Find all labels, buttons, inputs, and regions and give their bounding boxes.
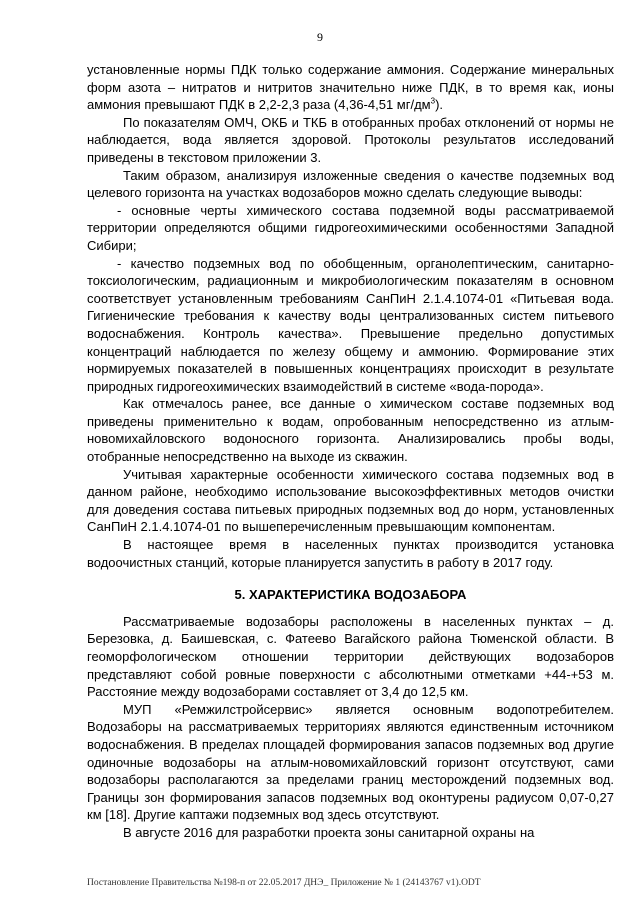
paragraph: В настоящее время в населенных пунктах производится установка водоочистных станций, которые планируется запустить в работу в 2017 году. [87,537,614,570]
document-body [87,61,614,842]
paragraph: По показателям ОМЧ, ОКБ и ТКБ в отобранных пробах отклонений от нормы не наблюдается, вода является здоровой. Протоколы результатов исследований приведены в текстовом приложении 3. [87,114,614,165]
paragraph [87,61,614,114]
paragraph: Рассматриваемые водозаборы расположены в населенных пунктах – д. Березовка, д. Баишевская, с. Фатеево Вагайского района Тюменской области. В геоморфологическом отношении территории действующих водозаборов представляют собой ровные поверхности с абсолютными отметками +44-+53 м. Расстояние между водозаборами составляет от 3,4 до 12,5 км. [87,613,614,700]
paragraph: Как отмечалось ранее, все данные о химическом составе подземных вод приведены применительно к водам, опробованным непосредственно из атлым-новомихайловского водоносного горизонта. Анализировались пробы воды, отобранные непосредственно на выходе из скважин. [87,396,614,465]
paragraph: В августе 2016 для разработки проекта зоны санитарной охраны на [123,824,535,840]
paragraph: МУП «Ремжилстройсервис» является основным водопотребителем. Водозаборы на рассматриваемых территориях являются единственным источником водоснабжения. В пределах площадей формирования запасов подземных вод другие одиночные водозаборы на атлым-новомихайловский горизонт отсутствуют, сами водозаборы располагаются за пределами границ месторождений подземных вод. Границы зон формирования запасов подземных вод оконтурены радиусом 0,07-0,27 км [18]. Другие каптажи подземных вод здесь отсутствуют. [87,701,614,823]
footer-text: Постановление Правительства №198-п от 22.05.2017 ДНЭ_ Приложение № 1 (24143767 v1).ODT [87,878,481,888]
paragraph-text-end: ). [435,97,444,113]
list-item: - основные черты химического состава подземной воды рассматриваемой территории определяются общими гидрогеохимическими особенностями Западной Сибири; [87,202,614,253]
section-heading: 5. ХАРАКТЕРИСТИКА ВОДОЗАБОРА [234,587,467,603]
paragraph: Таким образом, анализируя изложенные сведения о качестве подземных вод целевого горизонта на участках водозаборов можно сделать следующие выводы: [87,167,614,201]
list-item: - качество подземных вод по обобщенным, органолептическим, санитарно-токсиологическим, радиационным и микробиологическим показателям в основном соответствует установленным требованиям СанПиН 2.1.4.1074-01 «Питьевая вода. Гигиенические требования к качеству воды централизованных систем питьевого водоснабжения. Контроль качества». Превышение предельно допустимых концентраций наблюдается по железу общему и аммонию. Формирование этих нормируемых показателей в повышенных концентрациях происходит в результате природных гидрогеохимических взаимодействий в системе «вода-порода». [87,255,614,394]
superscript: 3 [430,96,436,106]
page-number: 9 [317,30,323,44]
paragraph: Учитывая характерные особенности химического состава подземных вод в данном районе, необходимо использование высокоэффективных методов очистки для доведения состава питьевых природных подземных вод до норм, установленных СанПиН 2.1.4.1074-01 по вышеперечисленным превышающим компонентам. [87,466,614,535]
paragraph-text: установленные нормы ПДК только содержание аммония. Содержание минеральных форм азота – нитратов и нитритов значительно ниже ПДК, в то время как, ионы аммония превышают ПДК в 2,2-2,3 раза (4,36-4,51 мг/дм [87,62,614,113]
